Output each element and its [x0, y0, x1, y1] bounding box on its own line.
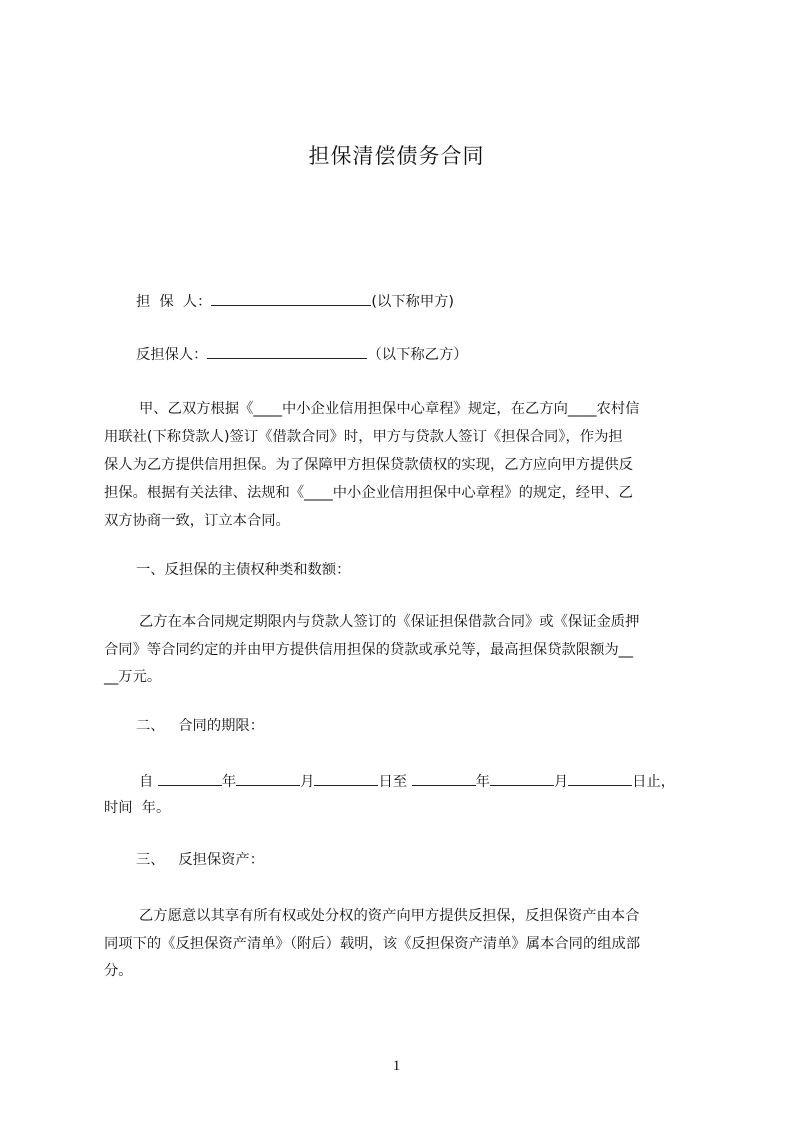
period-day-to: 日至 — [378, 774, 408, 790]
preamble-line: 双方协商一致，订立本合同。 — [104, 513, 290, 529]
period-from: 自 — [139, 774, 154, 790]
preamble-line: 担保。根据有关法律、法规和《____中小企业信用担保中心章程》的规定，经甲、乙 — [104, 485, 633, 501]
end-day-field[interactable] — [568, 771, 632, 786]
counter-guarantor-name-field[interactable] — [207, 344, 367, 359]
end-month-field[interactable] — [490, 771, 554, 786]
end-year-field[interactable] — [412, 771, 476, 786]
counter-guarantor-line — [136, 344, 736, 365]
section-heading-1: 一、反担保的主债权种类和数额： — [136, 562, 351, 578]
section-1-line: __万元。 — [104, 669, 162, 685]
section-3-line: 分。 — [104, 963, 133, 979]
period-month-2: 月 — [553, 774, 569, 790]
document-title: 担保清偿债务合同 — [308, 144, 485, 168]
section-3-line: 乙方愿意以其享有所有权或处分权的资产向甲方提供反担保，反担保资产由本合 — [139, 908, 640, 924]
guarantor-line — [136, 291, 736, 312]
start-month-field[interactable] — [236, 771, 300, 786]
guarantor-label: 担 保 人： — [136, 294, 212, 310]
section-1-line: 合同》等合同约定的并由甲方提供信用担保的贷款或承兑等，最高担保贷款限额为__ — [104, 642, 633, 658]
start-year-field[interactable] — [158, 771, 222, 786]
period-day-end: 日止， — [632, 774, 676, 790]
guarantor-name-field[interactable] — [211, 291, 371, 306]
section-heading-3: 三、 反担保资产： — [136, 852, 265, 868]
section-heading-2: 二、 合同的期限： — [136, 718, 265, 734]
start-day-field[interactable] — [314, 771, 378, 786]
preamble-line: 甲、乙双方根据《____中小企业信用担保中心章程》规定，在乙方向____农村信 — [139, 401, 640, 417]
counter-guarantor-suffix: （以下称乙方） — [367, 347, 468, 363]
period-month-1: 月 — [300, 774, 315, 790]
section-1-line: 乙方在本合同规定期限内与贷款人签订的《保证担保借款合同》或《保证金质押 — [139, 614, 640, 630]
guarantor-suffix: (以下称甲方) — [371, 294, 455, 310]
period-year-1: 年 — [221, 774, 237, 790]
period-year-2: 年 — [475, 774, 490, 790]
preamble-line: 保人为乙方提供信用担保。为了保障甲方担保贷款债权的实现，乙方应向甲方提供反 — [104, 457, 633, 473]
counter-guarantor-label: 反担保人： — [136, 347, 208, 363]
preamble-line: 用联社(下称贷款人)签订《借款合同》时，甲方与贷款人签订《担保合同》，作为担 — [104, 429, 623, 445]
section-3-line: 同项下的《反担保资产清单》（附后）载明，该《反担保资产清单》属本合同的组成部 — [104, 936, 641, 952]
duration-line: 时间 年。 — [104, 800, 171, 816]
page-number: 1 — [392, 1058, 401, 1074]
period-line — [139, 771, 739, 792]
